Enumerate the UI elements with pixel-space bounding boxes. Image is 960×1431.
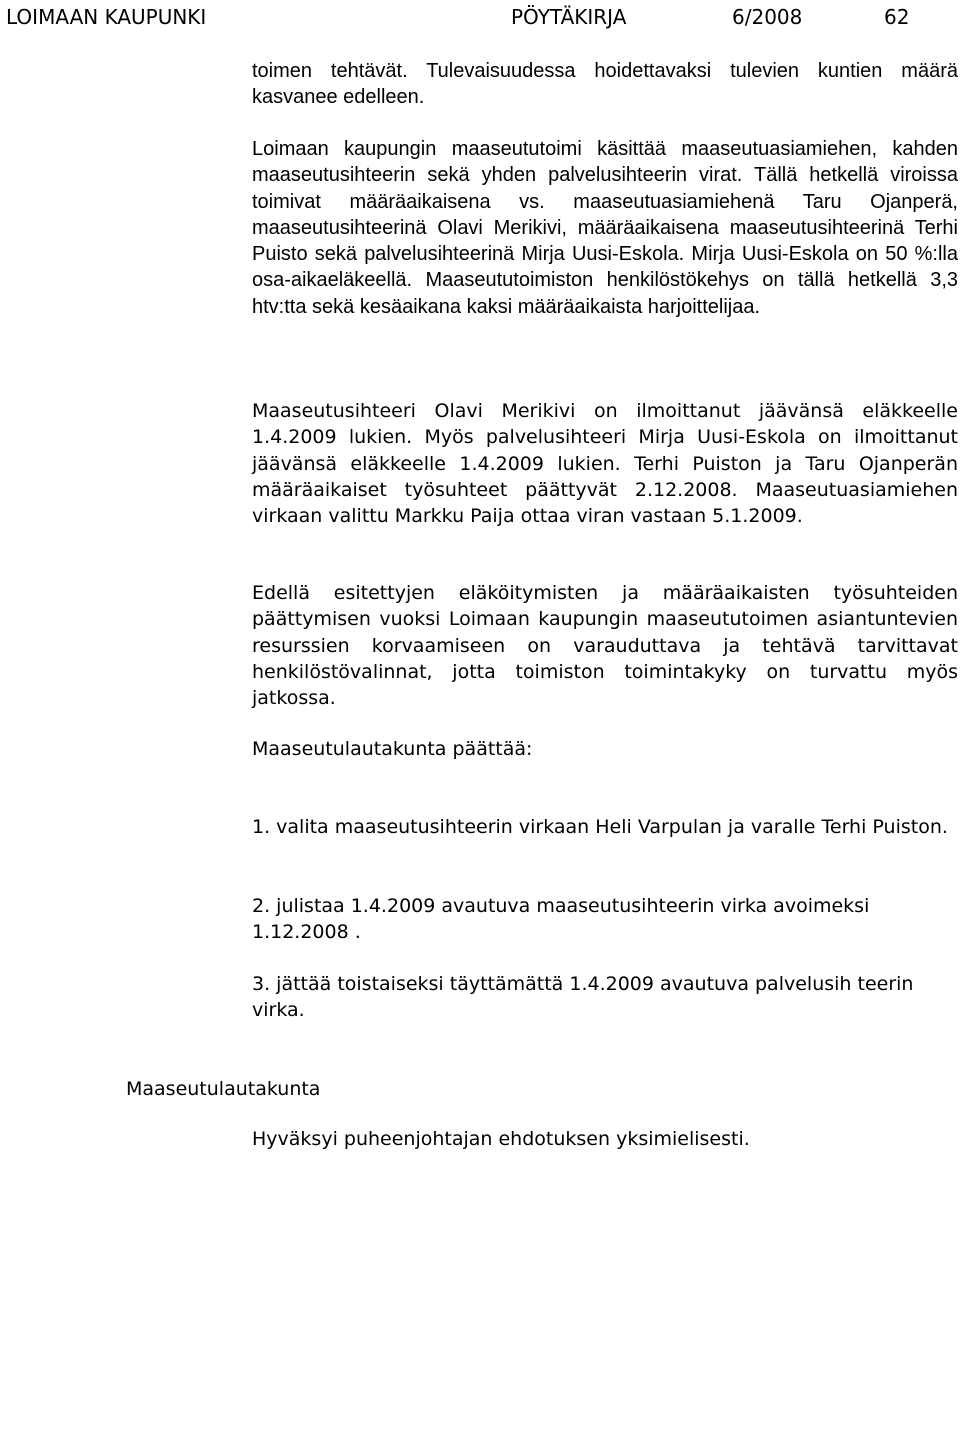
decision-intro [252,736,958,762]
paragraph-2 [252,136,958,320]
decision-text: 1. valita maaseutusihteerin virkaan Heli Varpulan ja varalle Terhi Puiston. [252,816,948,838]
organization-name: LOIMAAN KAUPUNKI [6,5,207,29]
decision-intro-text: Maaseutulautakunta päättää: [252,738,533,760]
page-header [0,2,960,32]
decision-item-3 [252,971,958,1024]
paragraph-text: toimen tehtävät. Tulevaisuudessa hoidettavaksi tulevien kuntien määrä kasvanee edelleen. [252,60,958,109]
board-outcome [252,1126,958,1152]
paragraph-text: Edellä esitettyjen eläköitymisten ja määräaikaisten työsuhteiden päättymisen vuoksi Loimaan kaupungin maaseututoimen asiantuntevien resurssien korvaamiseen on varauduttava ja tehtävä tarvittavat henkilöstövalinnat, jotta toimiston toimintakyky on turvattu myös jatkossa. [252,582,958,710]
decision-item-1 [252,814,958,840]
paragraph-1 [252,58,958,111]
page-number: 62 [884,5,910,29]
paragraph-3 [252,398,958,529]
decision-text: 3. jättää toistaiseksi täyttämättä 1.4.2009 avautuva palvelusih teerin virka. [252,973,914,1022]
paragraph-text: Loimaan kaupungin maaseututoimi käsittää maaseutuasiamiehen, kahden maaseutusihteerin sekä yhden palvelusihteerin virat. Tällä hetkellä viroissa toimivat määräaikaisena vs. maaseutuasiamiehenä Taru Ojanperä, maaseutusihteerinä Olavi Merikivi, määräaikaisena maaseutusihteerinä Terhi Puisto sekä palvelusihteerinä Mirja Uusi-Eskola. Mirja Uusi-Eskola on 50 %:lla osa-aikaeläkeellä. Maaseututoimiston henkilöstökehys on tällä hetkellä 3,3 htv:tta sekä kesäaikana kaksi määräaikaista harjoittelijaa. [252,138,958,318]
board-outcome-text: Hyväksyi puheenjohtajan ehdotuksen yksimielisesti. [252,1128,750,1150]
paragraph-4 [252,580,958,711]
decision-item-2 [252,893,958,946]
decision-text: 2. julistaa 1.4.2009 avautuva maaseutusihteerin virka avoimeksi 1.12.2008 . [252,895,870,944]
board-label: Maaseutulautakunta [126,1078,321,1100]
meeting-number: 6/2008 [732,5,803,29]
document-type: PÖYTÄKIRJA [511,5,627,29]
paragraph-text: Maaseutusihteeri Olavi Merikivi on ilmoittanut jäävänsä eläkkeelle 1.4.2009 lukien. Myös palvelusihteeri Mirja Uusi-Eskola on ilmoittanut jäävänsä eläkkeelle 1.4.2009 lukien. Terhi Puiston ja Taru Ojanperän määräaikaiset työsuhteet päättyvät 2.12.2008. Maaseutuasiamiehen virkaan valittu Markku Paija ottaa viran vastaan 5.1.2009. [252,400,958,528]
